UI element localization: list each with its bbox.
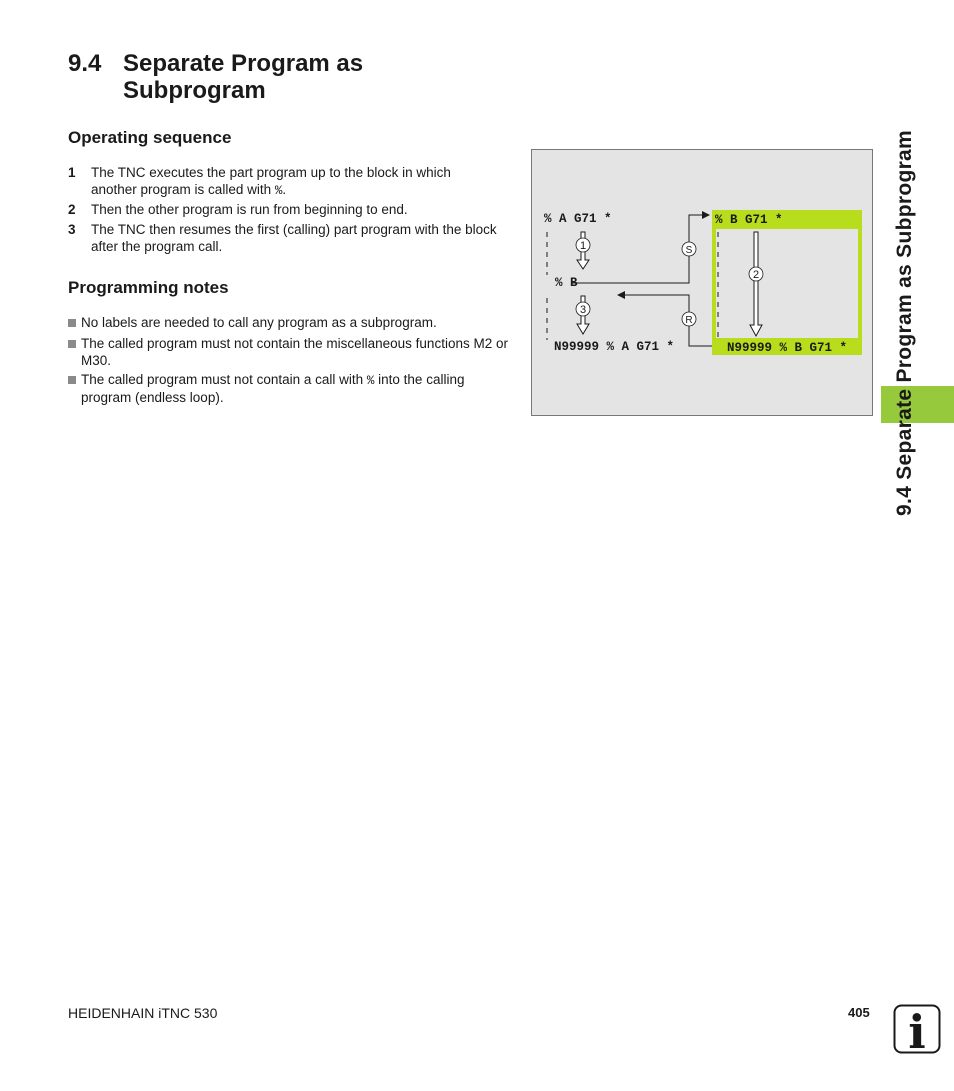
marker-2: 2 [752,269,760,281]
main-program-call: % B [555,276,578,290]
marker-r: R [685,315,693,326]
step-item [68,165,498,199]
step-number: 2 [68,202,76,217]
note-text: No labels are needed to call any program as a subprogram. [81,315,437,330]
bullet-square-icon [68,376,76,384]
step-item [68,202,498,219]
operating-sequence-heading: Operating sequence [68,128,232,147]
subprogram-start: % B G71 * [715,213,783,227]
main-program-start: % A G71 * [544,212,612,226]
chapter-tab [881,386,954,423]
step-text: The TNC executes the part program up to the block in which another program is called with %. [91,165,451,198]
title-line-2: Subprogram [123,77,266,104]
step-text: Then the other program is run from beginning to end. [91,202,408,217]
programming-notes-heading: Programming notes [68,278,229,297]
bullet-square-icon [68,340,76,348]
note-item [68,372,508,406]
subprogram-call-diagram [531,149,873,416]
step-text: The TNC then resumes the first (calling) part program with the block after the program call. [91,222,497,254]
note-item [68,336,508,369]
bullet-square-icon [68,319,76,327]
marker-s: S [685,245,693,256]
step-number: 1 [68,165,76,180]
side-running-title: 9.4 Separate Program as Subprogram [893,129,916,516]
note-text: The called program must not contain a call with % into the calling program (endless loop). [81,372,465,405]
info-icon-glyph: i [908,1005,926,1054]
section-number: 9.4 [68,50,102,77]
subprogram-end: N99999 % B G71 * [727,341,848,355]
note-item [68,315,508,332]
page-title [68,50,363,104]
step-item [68,222,498,255]
step-number: 3 [68,222,76,237]
return-jump-line [618,295,712,346]
main-program-end: N99999 % A G71 * [554,340,675,354]
page-number: 405 [848,1005,870,1020]
footer-manual-name: HEIDENHAIN iTNC 530 [68,1005,218,1021]
info-icon [893,1004,941,1054]
marker-1: 1 [579,240,587,252]
marker-3: 3 [579,304,587,316]
note-text: The called program must not contain the miscellaneous functions M2 or M30. [81,336,508,368]
title-line-1: Separate Program as [123,50,364,77]
